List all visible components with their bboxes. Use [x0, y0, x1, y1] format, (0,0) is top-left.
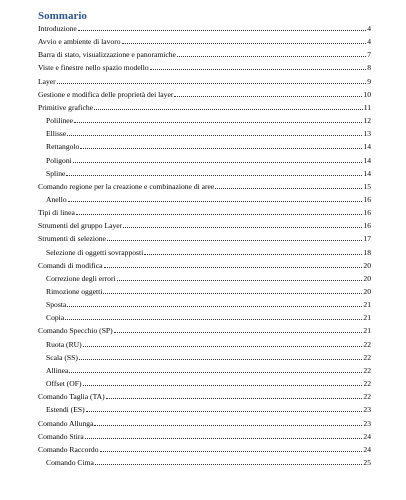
toc-page-number: 14: [363, 168, 371, 178]
toc-page-number: 24: [363, 431, 371, 441]
toc-dot-leader: [57, 83, 366, 84]
toc-entry-label: Comando Cima: [46, 457, 94, 467]
toc-entry-label: Comandi di modifica: [38, 260, 103, 270]
toc-entry[interactable]: [38, 231, 371, 243]
toc-page-number: 21: [363, 300, 371, 310]
toc-entry-label: Gestione e modifica delle proprietà dei layer: [38, 89, 174, 99]
toc-entry-label: Ruota (RU): [46, 339, 82, 349]
toc-entry[interactable]: [38, 21, 371, 33]
toc-entry[interactable]: [38, 87, 371, 99]
toc-entry[interactable]: [38, 258, 371, 270]
toc-entry[interactable]: [38, 442, 371, 454]
toc-entry-label: Avvio e ambiente di lavoro: [38, 37, 121, 47]
toc-entry[interactable]: [38, 100, 371, 112]
toc-subentry[interactable]: [46, 284, 371, 296]
toc-entry-label: Viste e finestre nello spazio modello: [38, 63, 149, 73]
toc-entry-label: Estendi (ES): [46, 405, 85, 415]
toc-entry[interactable]: [38, 429, 371, 441]
toc-page-number: 15: [363, 181, 371, 191]
toc-dot-leader: [65, 319, 362, 320]
toc-entry-label: Spline: [46, 168, 66, 178]
toc-page-number: 22: [363, 365, 371, 375]
toc-entry-label: Tipi di linea: [38, 208, 75, 218]
toc-page-number: 4: [367, 24, 371, 33]
toc-dot-leader: [177, 56, 366, 57]
toc-page-number: 25: [363, 457, 371, 467]
toc-dot-leader: [78, 30, 366, 31]
toc-entry-label: Scala (SS): [46, 352, 78, 362]
toc-page-number: 9: [367, 76, 371, 86]
toc-dot-leader: [174, 96, 362, 97]
toc-dot-leader: [104, 267, 363, 268]
toc-page-number: 22: [363, 392, 371, 402]
toc-dot-leader: [79, 359, 363, 360]
toc-page-number: 8: [367, 63, 371, 73]
toc-entry[interactable]: [38, 179, 371, 191]
toc-entry-label: Rimozione oggetti: [46, 287, 103, 296]
toc-page-number: 7: [367, 50, 371, 60]
toc-subentry[interactable]: [46, 113, 371, 125]
toc-dot-leader: [94, 425, 362, 426]
toc-page-number: 14: [363, 142, 371, 152]
toc-entry-label: Comando Specchio (SP): [38, 326, 113, 336]
toc-entry-label: Offset (OF): [46, 379, 82, 389]
toc-subentry[interactable]: [46, 192, 371, 204]
toc-dot-leader: [103, 293, 362, 294]
toc-page-number: 20: [363, 287, 371, 296]
toc-dot-leader: [86, 411, 363, 412]
toc-page-number: 14: [363, 155, 371, 165]
toc-subentry[interactable]: [46, 350, 371, 362]
toc-entry[interactable]: [38, 74, 371, 86]
toc-subentry[interactable]: [46, 126, 371, 138]
toc-subentry[interactable]: [46, 402, 371, 414]
toc-entry-label: Primitive grafiche: [38, 102, 94, 112]
toc-entry-label: Allinea: [46, 365, 69, 375]
toc-subentry[interactable]: [46, 271, 371, 283]
toc-entry-label: Correzione degli errori: [46, 273, 116, 283]
toc-dot-leader: [114, 332, 363, 333]
toc-subentry[interactable]: [46, 363, 371, 375]
toc-dot-leader: [215, 188, 362, 189]
toc-entry-label: Comando regione per la creazione e combinazione di aree: [38, 181, 215, 191]
toc-dot-leader: [95, 464, 363, 465]
toc-entry[interactable]: [38, 60, 371, 72]
toc-entry-label: Strumenti del gruppo Layer: [38, 221, 123, 231]
toc-entry-label: Rettangolo: [46, 142, 80, 152]
toc-dot-leader: [94, 109, 363, 110]
toc-entry-label: Strumenti di selezione: [38, 234, 106, 244]
toc-page-number: 23: [363, 418, 371, 428]
toc-page-number: 21: [363, 326, 371, 336]
toc-page-number: 16: [363, 194, 371, 204]
toc-entry[interactable]: [38, 323, 371, 335]
toc-entry-label: Sposta: [46, 300, 67, 310]
toc-page-number: 20: [363, 273, 371, 283]
toc-subentry[interactable]: [46, 297, 371, 309]
toc-dot-leader: [69, 372, 362, 373]
toc-entry[interactable]: [38, 389, 371, 401]
toc-subentry[interactable]: [46, 153, 371, 165]
toc-page-number: 16: [363, 221, 371, 231]
toc-entry-label: Barra di stato, visualizzazione e panoramiche: [38, 50, 176, 60]
toc-dot-leader: [83, 346, 363, 347]
toc-dot-leader: [83, 385, 363, 386]
toc-entry-label: Comando Stira: [38, 431, 84, 441]
toc-subentry[interactable]: [46, 455, 371, 467]
toc-dot-leader: [68, 201, 363, 202]
toc-dot-leader: [67, 306, 362, 307]
toc-page-number: 22: [363, 379, 371, 389]
toc-entry-label: Selezione di oggetti sovrapposti: [46, 247, 144, 257]
toc-page-number: 4: [367, 37, 371, 47]
toc-page-number: 18: [363, 247, 371, 257]
toc-page-number: 20: [363, 260, 371, 270]
toc-page-number: 22: [363, 352, 371, 362]
toc-page-number: 17: [363, 234, 371, 244]
toc-entry-label: Comando Allunga: [38, 418, 94, 428]
toc-entry-label: Layer: [38, 76, 56, 86]
toc-entry-label: Polilinee: [46, 116, 73, 126]
toc-page-number: 23: [363, 405, 371, 415]
toc-dot-leader: [66, 175, 362, 176]
toc-dot-leader: [80, 148, 362, 149]
toc-dot-leader: [74, 122, 362, 123]
toc-page-number: 11: [363, 102, 371, 112]
toc-page-number: 10: [363, 89, 371, 99]
toc-entry-label: Comando Raccordo: [38, 444, 99, 454]
toc-subentry[interactable]: [46, 245, 371, 257]
toc-title: Sommario: [38, 10, 87, 22]
toc-entry-label: Anello: [46, 194, 67, 204]
toc-dot-leader: [122, 43, 367, 44]
toc-entry[interactable]: [38, 218, 371, 230]
toc-page-number: 22: [363, 339, 371, 349]
toc-page-number: 21: [363, 313, 371, 323]
toc-dot-leader: [117, 280, 363, 281]
toc-dot-leader: [73, 162, 363, 163]
toc-entry-label: Poligoni: [46, 155, 72, 165]
toc-subentry[interactable]: [46, 139, 371, 151]
toc-subentry[interactable]: [46, 166, 371, 178]
toc-page-number: 24: [363, 444, 371, 454]
toc-subentry[interactable]: [46, 376, 371, 388]
toc-entry-label: Ellisse: [46, 129, 67, 139]
toc-entry-label: Copia: [46, 313, 65, 323]
toc-page-number: 16: [363, 208, 371, 218]
toc-entry-label: Comando Taglia (TA): [38, 392, 105, 402]
toc-page-number: 12: [363, 116, 371, 126]
toc-page-number: 13: [363, 129, 371, 139]
toc-dot-leader: [123, 227, 362, 228]
toc-subentry[interactable]: [46, 310, 371, 322]
toc-entry[interactable]: [38, 34, 371, 46]
toc-entry[interactable]: [38, 205, 371, 217]
toc-entry[interactable]: [38, 416, 371, 428]
toc-dot-leader: [100, 451, 363, 452]
toc-dot-leader: [150, 69, 367, 70]
toc-dot-leader: [107, 240, 363, 241]
toc-dot-leader: [144, 254, 362, 255]
toc-dot-leader: [85, 438, 363, 439]
toc-dot-leader: [106, 398, 363, 399]
toc-entry-label: Introduzione: [38, 24, 77, 33]
toc-entry[interactable]: [38, 47, 371, 59]
toc-subentry[interactable]: [46, 337, 371, 349]
toc-dot-leader: [76, 214, 363, 215]
toc-dot-leader: [67, 135, 362, 136]
